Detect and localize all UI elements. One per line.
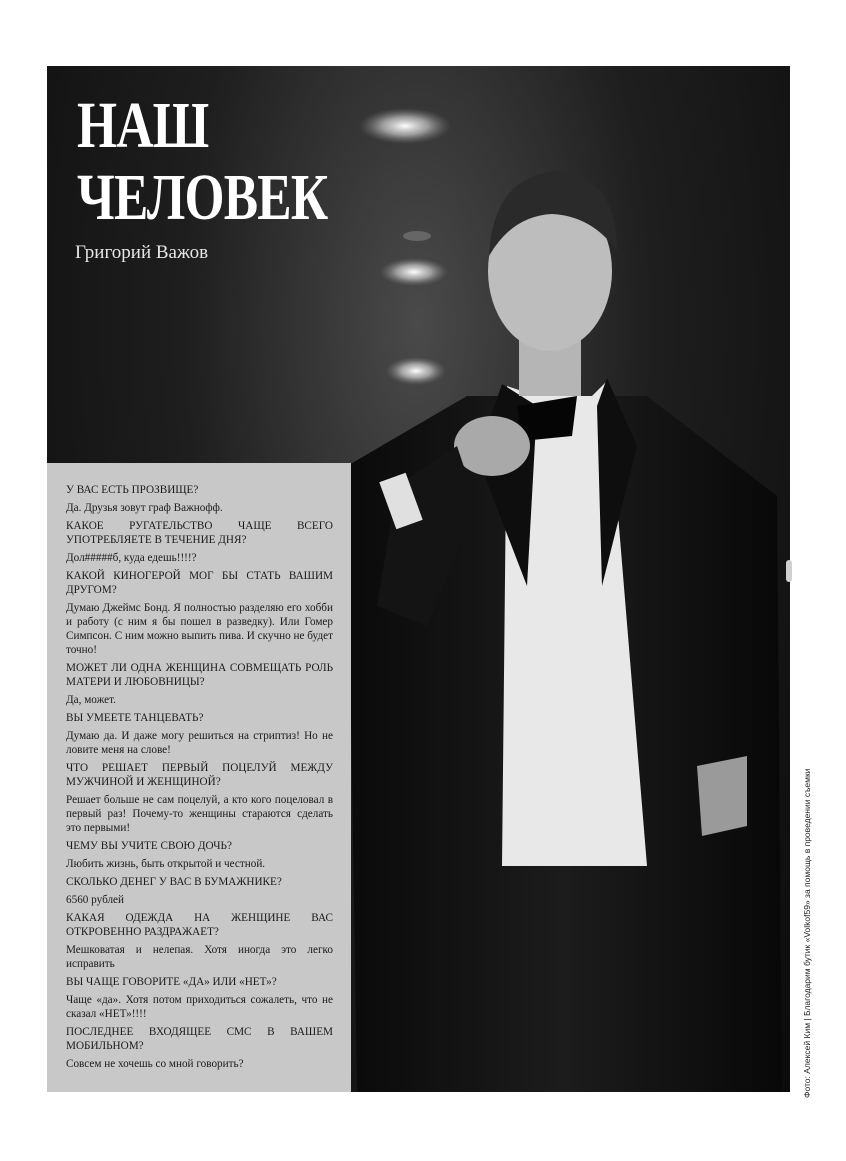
question: МОЖЕТ ЛИ ОДНА ЖЕНЩИНА СОВМЕЩАТЬ РОЛЬ МАТЕРИ И ЛЮБОВНИЦЫ? [66,662,333,688]
answer: Дол#####б, куда едешь!!!!? [66,552,197,564]
question: КАКОЙ КИНОГЕРОЙ МОГ БЫ СТАТЬ ВАШИМ ДРУГОМ? [66,570,333,596]
ceiling-lamp [380,258,448,286]
answer: Думаю Джеймс Бонд. Я полностью разделяю его хобби и работу (с ним я бы пошел в разведку). Или Гомер Симпсон. С ним можно выпить пива. И скучно не будет точно! [66,602,333,656]
answer: Думаю да. И даже могу решиться на стриптиз! Но не ловите меня на слове! [66,730,333,756]
question: ЧЕМУ ВЫ УЧИТЕ СВОЮ ДОЧЬ? [66,840,232,852]
question: КАКОЕ РУГАТЕЛЬСТВО ЧАЩЕ ВСЕГО УПОТРЕБЛЯЕТЕ В ТЕЧЕНИЕ ДНЯ? [66,520,333,546]
ceiling-lamp [403,231,431,241]
author-name: Григорий Важов [75,242,209,263]
question: ПОСЛЕДНЕЕ ВХОДЯЩЕЕ СМС В ВАШЕМ МОБИЛЬНОМ? [66,1026,333,1052]
question: ЧТО РЕШАЕТ ПЕРВЫЙ ПОЦЕЛУЙ МЕЖДУ МУЖЧИНОЙ И ЖЕНЩИНОЙ? [66,762,333,788]
answer: Мешковатая и нелепая. Хотя иногда это легко исправить [66,944,333,970]
question: ВЫ УМЕЕТЕ ТАНЦЕВАТЬ? [66,712,204,724]
answer: Любить жизнь, быть открытой и честной. [66,858,266,870]
hand [697,756,747,836]
answer: Решает больше не сам поцелуй, а кто кого поцеловал в первый раз! Почему-то женщины стараются сделать это первыми! [66,794,333,834]
answer: Совсем не хочешь со мной говорить? [66,1058,244,1070]
title-line: НАШ [77,89,209,162]
answer: Да, может. [66,694,116,706]
interview-panel [47,463,351,1092]
answer: 6560 рублей [66,894,125,906]
page-tab-marker [786,560,792,582]
ceiling-lamp [386,357,446,385]
title-line: ЧЕЛОВЕК [77,161,328,234]
answer: Да. Друзья зовут граф Важнофф. [66,502,223,514]
page-title [77,90,327,234]
question: У ВАС ЕСТЬ ПРОЗВИЩЕ? [66,484,199,496]
photo-credit: Фото: Алексей Ким | Благодарим бутик «Volkof59» за помощь в проведении съемки [802,768,812,1098]
question: КАКАЯ ОДЕЖДА НА ЖЕНЩИНЕ ВАС ОТКРОВЕННО РАЗДРАЖАЕТ? [66,912,333,938]
question: СКОЛЬКО ДЕНЕГ У ВАС В БУМАЖНИКЕ? [66,876,282,888]
ceiling-lamp [359,108,451,144]
answer: Чаще «да». Хотя потом приходиться сожалеть, что не сказал «НЕТ»!!!! [66,994,333,1020]
question: ВЫ ЧАЩЕ ГОВОРИТЕ «ДА» ИЛИ «НЕТ»? [66,976,277,988]
hand [454,416,530,476]
